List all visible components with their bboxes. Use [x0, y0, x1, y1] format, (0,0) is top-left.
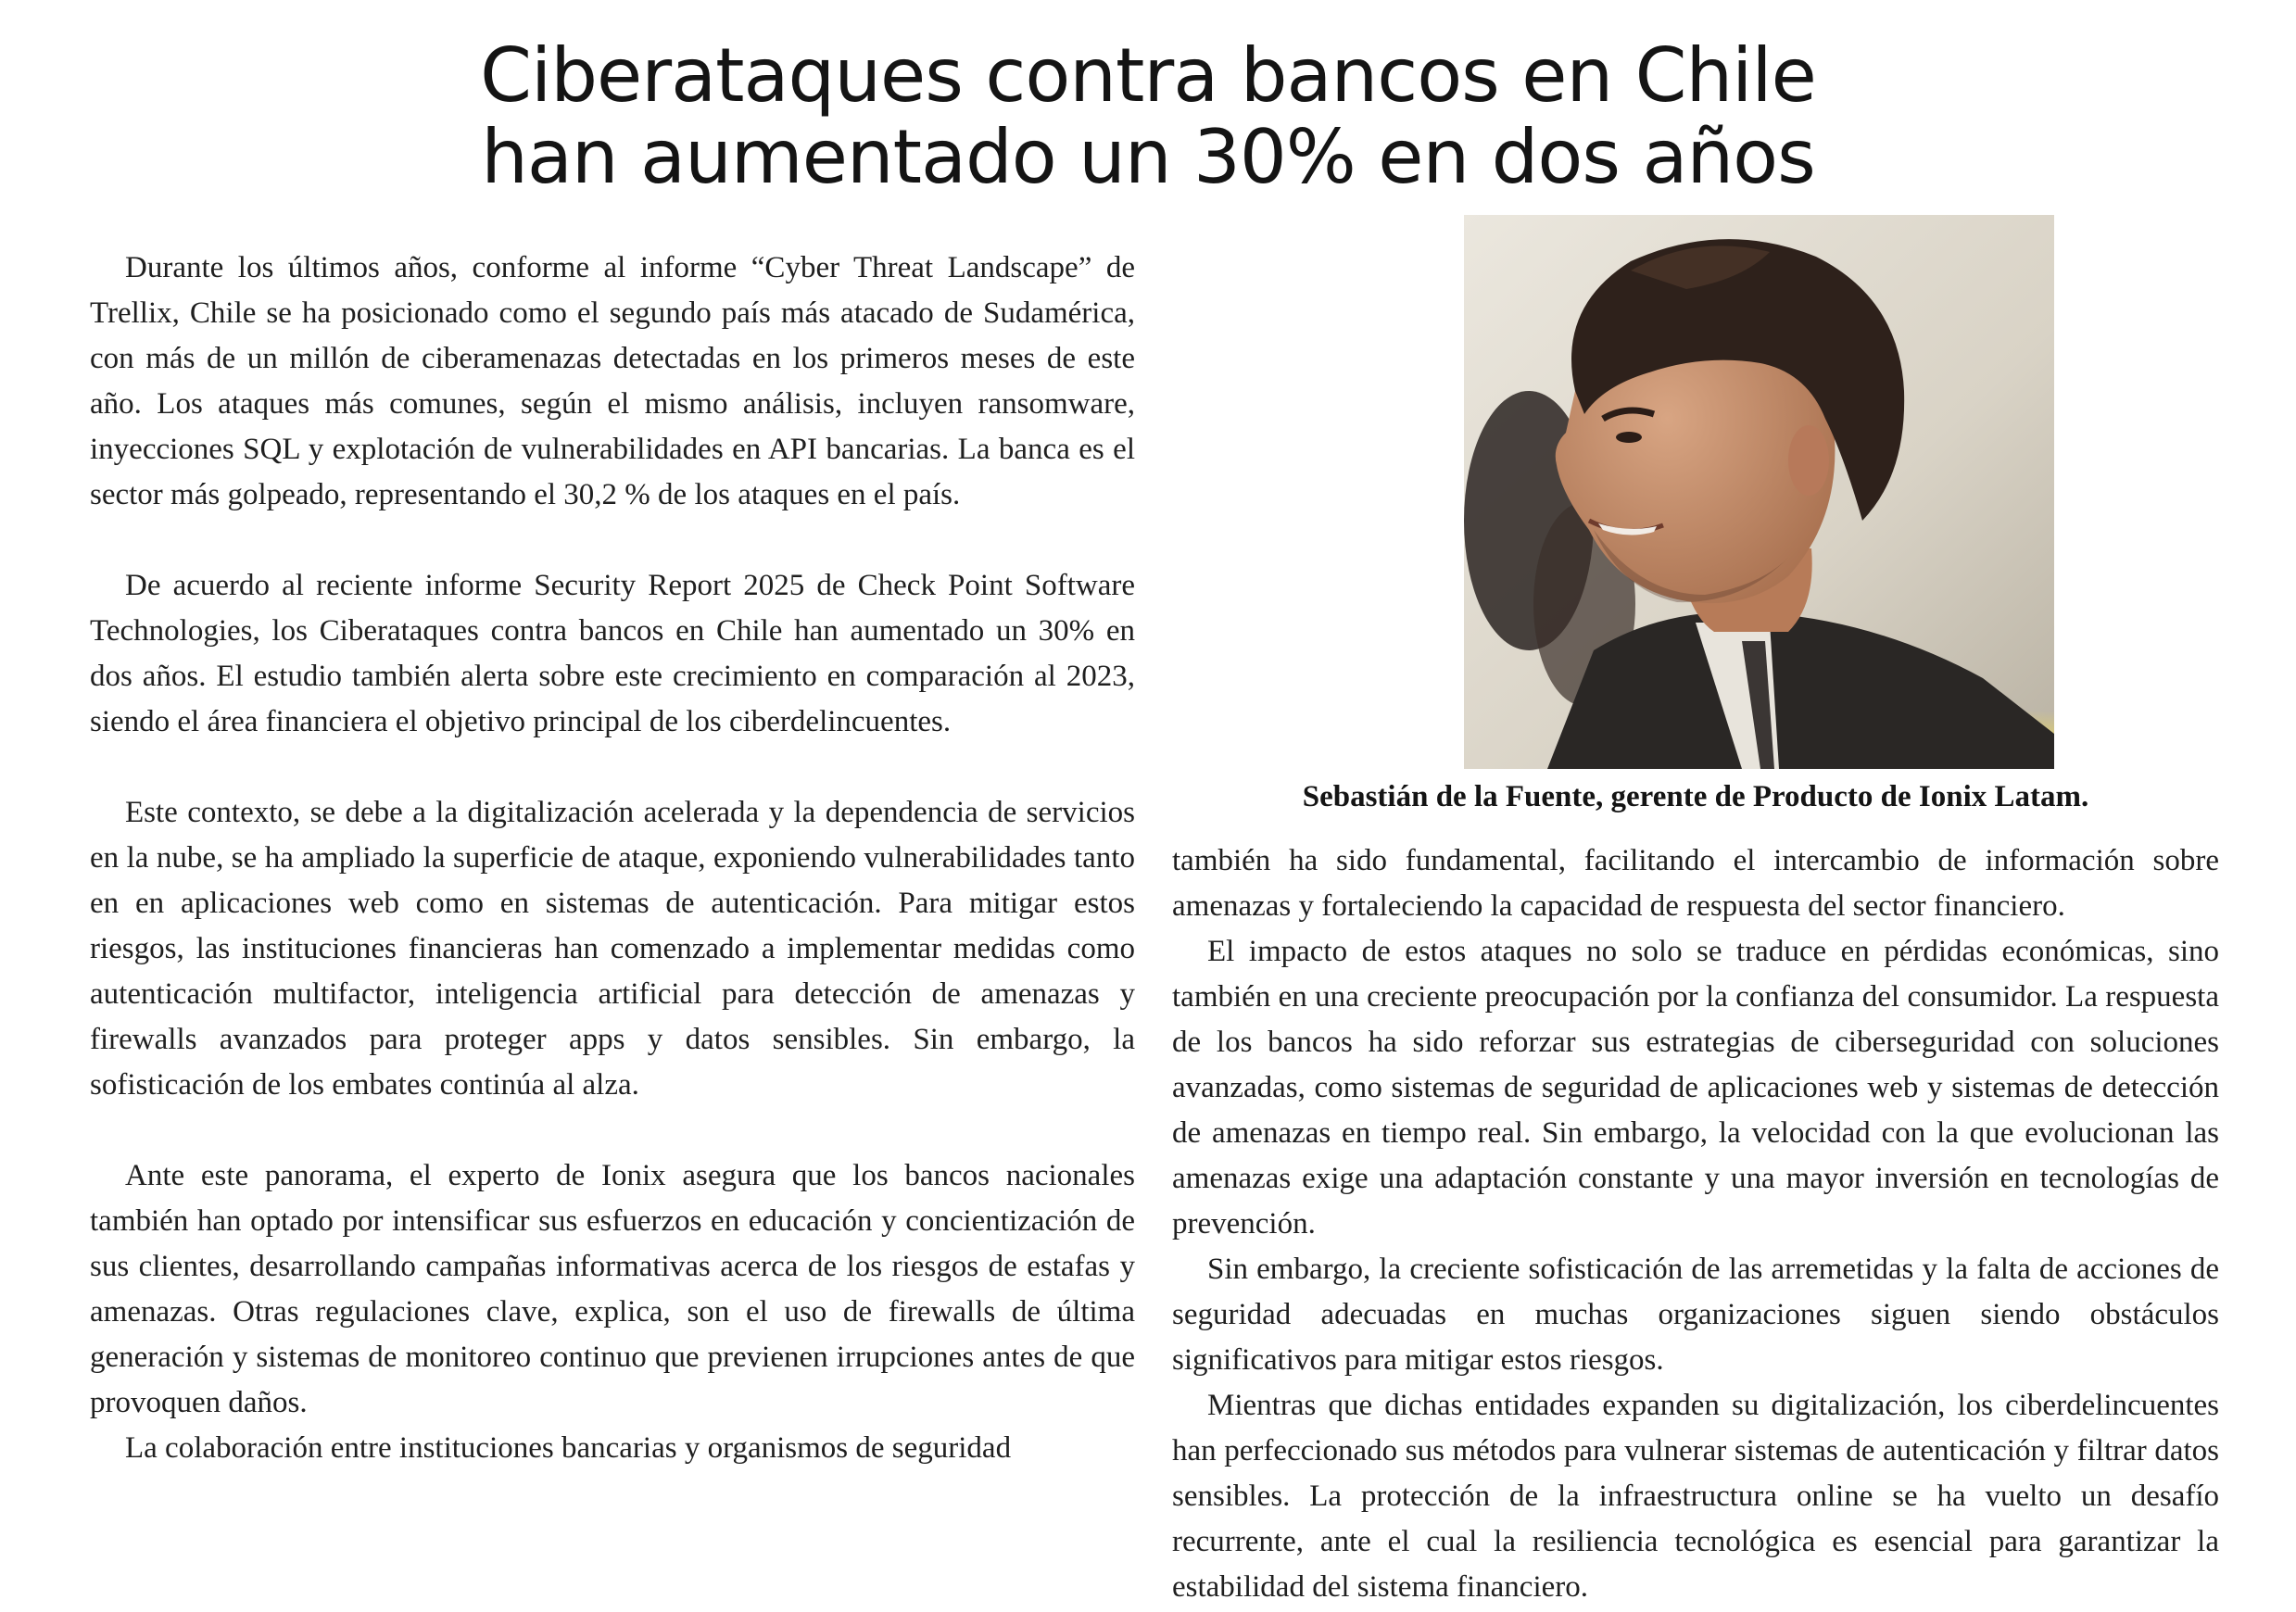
headline-line-2: han aumentado un 30% en dos años — [481, 114, 1815, 200]
paragraph: El impacto de estos ataques no solo se traduce en pérdidas económicas, sino también en una creciente preocupación por la confianza del consumidor. La respuesta de los bancos ha sido reforzar sus estrategias de ciberseguridad con soluciones avanzadas, como sistemas de seguridad de aplicaciones web y sistemas de detección de amenazas en tiempo real. Sin embargo, la velocidad con la que evolucionan las amenazas exige una adaptación constante y una mayor inversión en tecnologías de prevención. — [1172, 935, 2219, 1240]
paragraph: De acuerdo al reciente informe Security Report 2025 de Check Point Software Technologies, los Ciberataques contra bancos en Chile han aumentado un 30% en dos años. El estudio también alerta sobre este crecimiento en comparación al 2023, siendo el área financiera el objetivo principal de los ciberdelincuentes. — [90, 569, 1135, 738]
paragraph: La colaboración entre instituciones bancarias y organismos de seguridad — [125, 1431, 1012, 1465]
paragraph: Este contexto, se debe a la digitalización acelerada y la dependencia de servicios en la nube, se ha ampliado la superficie de ataque, exponiendo vulnerabilidades tanto en en aplicaciones web como en sistemas de autenticación. Para mitigar estos riesgos, las instituciones financieras han comenzado a implementar medidas como autenticación multifactor, inteligencia artificial para detección de amenazas y firewalls avanzados para proteger apps y datos sensibles. Sin embargo, la sofisticación de los embates continúa al alza. — [90, 796, 1135, 1102]
left-column — [90, 246, 1135, 1471]
paragraph: Mientras que dichas entidades expanden su digitalización, los ciberdelincuentes han perfeccionado sus métodos para vulnerar sistemas de autenticación y filtrar datos sensibles. La protección de la infraestructura online se ha vuelto un desafío recurrente, ante el cual la resiliencia tecnológica es esencial para garantizar la estabilidad del sistema financiero. — [1172, 1389, 2219, 1604]
photo-caption: Sebastián de la Fuente, gerente de Producto de Ionix Latam. — [1302, 780, 2089, 813]
paragraph: Sin embargo, la creciente sofisticación de las arremetidas y la falta de acciones de seguridad adecuadas en muchas organizaciones siguen siendo obstáculos significativos para mitigar estos riesgos. — [1172, 1253, 2219, 1377]
headline — [0, 32, 2296, 200]
paragraph: Ante este panorama, el experto de Ionix asegura que los bancos nacionales también han optado por intensificar sus esfuerzos en educación y concientización de sus clientes, desarrollando campañas informativas acerca de los riesgos de estafas y amenazas. Otras regulaciones clave, explica, son el uso de firewalls de última generación y sistemas de monitoreo continuo que previenen irrupciones antes de que provoquen daños. — [90, 1159, 1135, 1419]
right-column — [1172, 838, 2219, 1610]
headline-line-1: Ciberataques contra bancos en Chile — [480, 32, 1816, 119]
paragraph: también ha sido fundamental, facilitando el intercambio de información sobre amenazas y fortaleciendo la capacidad de respuesta del sector financiero. — [1172, 844, 2219, 923]
portrait-photo — [1464, 215, 2054, 769]
paragraph: Durante los últimos años, conforme al informe “Cyber Threat Landscape” de Trellix, Chile se ha posicionado como el segundo país más atacado de Sudamérica, con más de un millón de ciberamenazas detectadas en los primeros meses de este año. Los ataques más comunes, según el mismo análisis, incluyen ransomware, inyecciones SQL y explotación de vulnerabilidades en API bancarias. La banca es el sector más golpeado, representando el 30,2 % de los ataques en el país. — [90, 251, 1135, 511]
